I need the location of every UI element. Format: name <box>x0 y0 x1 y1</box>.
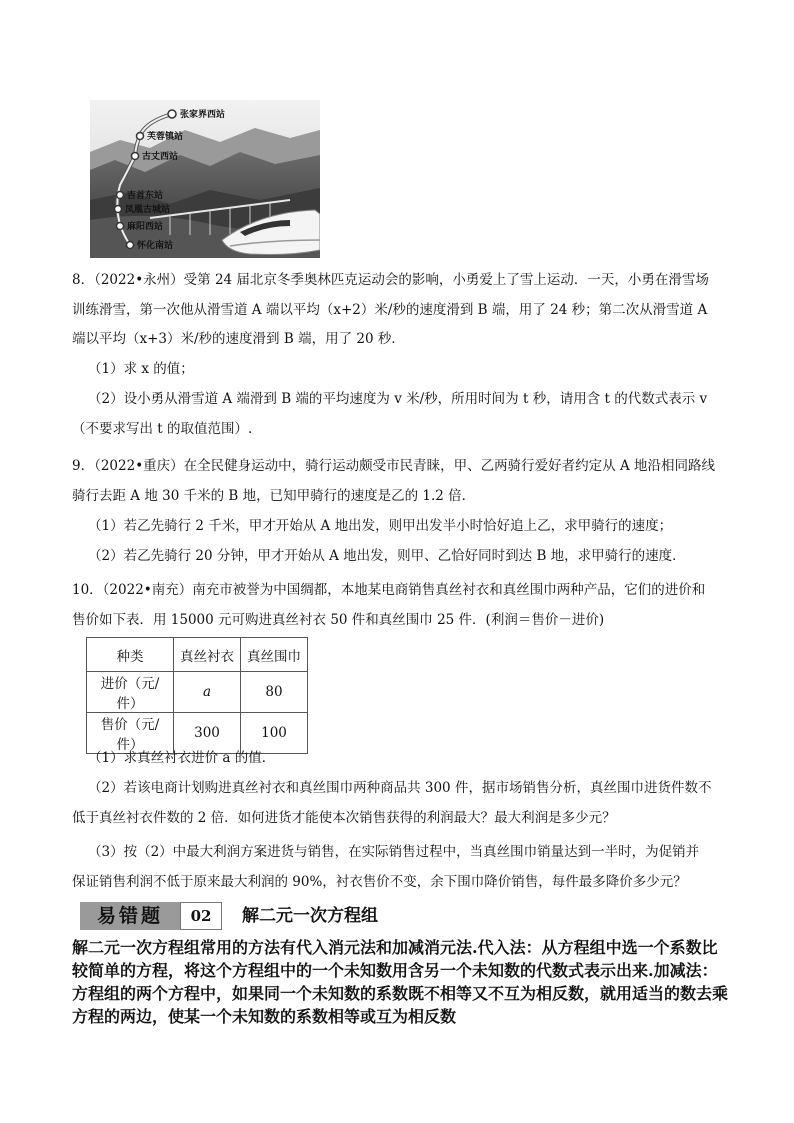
q8-part1: （1）求 x 的值； <box>88 361 194 377</box>
station-label: 张家界西站 <box>180 110 226 120</box>
q9-part2: （2）若乙先骑行 20 分钟，甲才开始从 A 地出发，则甲、乙恰好同时到达 B 地，求甲骑行的速度． <box>88 548 686 564</box>
price-table <box>86 637 308 754</box>
station-label: 凤凰古城站 <box>125 205 171 215</box>
q9-stem-line2: 骑行去距 A 地 30 千米的 B 地，已知甲骑行的速度是乙的 1.2 倍． <box>72 488 476 504</box>
section-title: 解二元一次方程组 <box>242 906 378 926</box>
q10-stem-line1: 10．（2022•南充）南充市被誉为中国绸都，本地某电商销售真丝衬衣和真丝围巾两种产品，它们的进价和 <box>72 582 706 598</box>
q8-stem-line1: 8．（2022•永州）受第 24 届北京冬季奥林匹克运动会的影响，小勇爱上了雪上运动．一天，小勇在滑雪场 <box>72 272 709 288</box>
table-cell: 售价（元/件） <box>87 713 174 754</box>
q10-part3-line2: 保证销售利润不低于原来最大利润的 90%，衬衣售价不变，余下围巾降价销售，每件最多降价多少元？ <box>72 874 687 890</box>
section-tag-label: 易错题 <box>80 902 180 930</box>
q10-part2-line2: 低于真丝衬衣件数的 2 倍．如何进货才能使本次销售获得的利润最大？最大利润是多少元？ <box>72 810 616 826</box>
q10-stem-line2: 售价如下表．用 15000 元可购进真丝衬衣 50 件和真丝围巾 25 件．(利润＝售价－进价) <box>72 612 605 628</box>
q10-part3-line1: （3）按（2）中最大利润方案进货与销售，在实际销售过程中，当真丝围巾销量达到一半时，为促销并 <box>88 844 700 860</box>
table-row <box>87 672 308 713</box>
railway-route-photo <box>90 100 320 258</box>
table-cell: 100 <box>241 713 308 754</box>
q8-part2-line1: （2）设小勇从滑雪道 A 端滑到 B 端的平均速度为 v 米/秒，所用时间为 t 秒，请用含 t 的代数式表示 v <box>88 391 708 407</box>
station-label: 麻阳西站 <box>127 222 164 232</box>
station-label: 古丈西站 <box>142 152 179 162</box>
table-cell: 进价（元/件） <box>87 672 174 713</box>
q9-part1: （1）若乙先骑行 2 千米，甲才开始从 A 地出发，则甲出发半小时恰好追上乙，求甲骑行的速度； <box>88 518 673 534</box>
section-summary: 解二元一次方程组常用的方法有代入消元法和加减消元法.代入法：从方程组中选一个系数比较简单的方程，将这个方程组中的一个未知数用含另一个未知数的代数式表示出来.加减法：方程组的两个方程中，如果同一个未知数的系数既不相等又不互为相反数，就用适当的数去乘方程的两边，使某一个未知数的系数相等或互为相反数 <box>72 938 729 1026</box>
section-tag-number: 02 <box>180 902 222 930</box>
q8-part2-line2: （不要求写出 t 的取值范围）. <box>72 421 253 437</box>
table-cell: 80 <box>241 672 308 713</box>
station-label: 吉首东站 <box>127 191 164 201</box>
table-header-row <box>87 638 308 672</box>
table-cell: a <box>174 672 241 713</box>
table-header-cell: 真丝衬衣 <box>174 638 241 672</box>
table-header-cell: 真丝围巾 <box>241 638 308 672</box>
table-header-cell: 种类 <box>87 638 174 672</box>
station-label: 怀化南站 <box>137 241 174 251</box>
q10-part2-line1: （2）若该电商计划购进真丝衬衣和真丝围巾两种商品共 300 件，据市场销售分析，真丝围巾进货件数不 <box>88 780 712 796</box>
q8-stem-line2: 训练滑雪，第一次他从滑雪道 A 端以平均（x+2）米/秒的速度滑到 B 端，用了 24 秒；第二次从滑雪道 A <box>72 302 708 318</box>
q10-part1: （1）求真丝衬衣进价 a 的值． <box>88 750 276 766</box>
table-cell: 300 <box>174 713 241 754</box>
q9-stem-line1: 9．（2022•重庆）在全民健身运动中，骑行运动颇受市民青睐，甲、乙两骑行爱好者约定从 A 地沿相同路线 <box>72 458 715 474</box>
section-tag <box>80 902 224 930</box>
q8-stem-line3: 端以平均（x+3）米/秒的速度滑到 B 端，用了 20 秒． <box>72 331 405 347</box>
station-label: 芙蓉镇站 <box>147 132 184 142</box>
